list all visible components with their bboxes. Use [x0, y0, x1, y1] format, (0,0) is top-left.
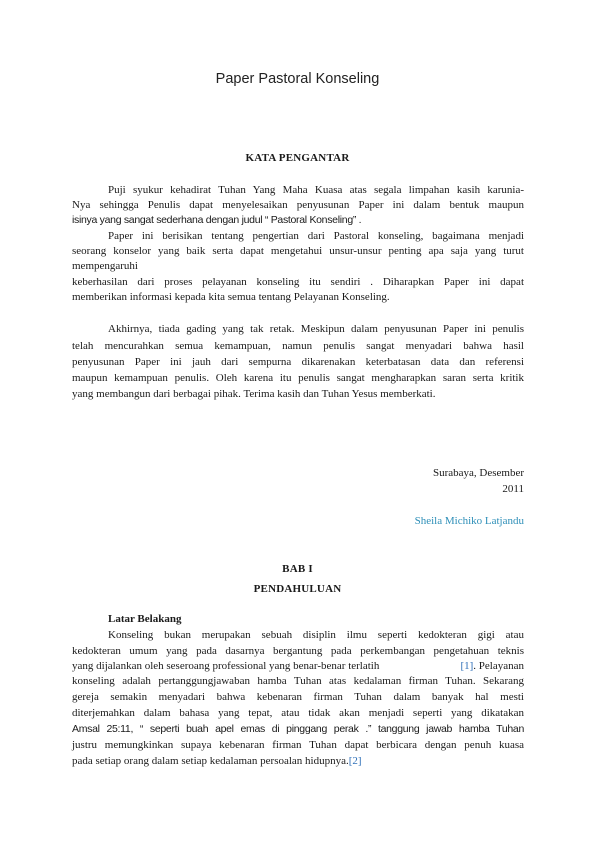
paragraph-line: Nya sehingga Penulis dapat menyelesaikan penyusunan Paper ini dalam bentuk maupun: [72, 199, 524, 211]
paragraph-line: mempengaruhi: [72, 260, 138, 272]
chapter-title: PENDAHULUAN: [253, 583, 342, 595]
paragraph-line: kedokteran umum yang pada dasarnya bergantung pada perkembangan pengetahuan teknis: [72, 645, 524, 657]
paragraph-line: [72, 659, 524, 674]
paragraph-line: keberhasilan dari proses pelayanan konseling itu sendiri . Diharapkan Paper ini dapat: [72, 276, 524, 288]
paragraph-line: seorang konselor yang baik serta dapat mengetahui unsur-unsur penting apa saja yang turut: [72, 245, 524, 257]
paragraph-line: Konseling bukan merupakan sebuah disiplin ilmu seperti kedokteran gigi atau: [108, 629, 524, 641]
chapter-number: BAB I: [282, 563, 313, 575]
paragraph-line: maupun kemampuan penulis. Oleh karena itu penulis sangat mengharapkan saran serta kritik: [72, 372, 524, 384]
paragraph-line: memberikan informasi kepada kita semua tentang Pelayanan Konseling.: [72, 291, 390, 303]
paragraph-line: [72, 754, 524, 769]
paragraph-line: Amsal 25:11, “ seperti buah apel emas di pinggang perak .” tanggung jawab hamba Tuhan: [72, 723, 524, 735]
paragraph-line: telah mencurahkan semua kemampuan, namun penulis sangat menyadari bahwa hasil: [72, 340, 524, 352]
line-text: yang dijalankan oleh seseroang professional yang benar-benar terlatih: [72, 660, 380, 672]
paragraph-line: penyusunan Paper ini jauh dari sempurna dikarenakan keterbatasan data dan referensi: [72, 356, 524, 368]
paragraph-line: diterjemahkan dalam bahasa yang tepat, atau tidak akan menjadi seperti yang dikatakan: [72, 707, 524, 719]
paragraph-line: gereja semakin menyadari bahwa kebenaran firman Tuhan dalam banyak hal mesti: [72, 691, 524, 703]
paragraph-line: justru memungkinkan supaya kebenaran firman Tuhan dapat berbicara dengan penuh kuasa: [72, 739, 524, 751]
paragraph-line: Akhirnya, tiada gading yang tak retak. Meskipun dalam penyusunan Paper ini penulis: [108, 323, 524, 335]
year: 2011: [502, 483, 524, 495]
document-title: Paper Pastoral Konseling: [215, 71, 380, 87]
paragraph-line: Paper ini berisikan tentang pengertian dari Pastoral konseling, bagaimana menjadi: [108, 230, 524, 242]
place-date: Surabaya, Desember: [432, 467, 524, 479]
subheading-latar-belakang: Latar Belakang: [108, 613, 182, 625]
line-text-tail: . Pelayanan: [473, 660, 524, 672]
paragraph-line: Puji syukur kehadirat Tuhan Yang Maha Kuasa atas segala limpahan kasih karunia-: [108, 184, 524, 196]
section-heading-kata-pengantar: KATA PENGANTAR: [245, 152, 350, 164]
paragraph-line: konseling adalah pertanggungjawaban hamba Tuhan atas kedalaman firman Tuhan. Sekarang: [72, 675, 524, 687]
paragraph-line: yang membangun dari berbagai pihak. Terima kasih dan Tuhan Yesus memberkati.: [72, 388, 436, 400]
footnote-ref-2[interactable]: [2]: [348, 755, 362, 767]
paragraph-line: isinya yang sangat sederhana dengan judul “ Pastoral Konseling” .: [72, 214, 362, 226]
footnote-ref-1[interactable]: [1]: [460, 660, 474, 672]
line-text: pada setiap orang dalam setiap kedalaman persoalan hidupnya.: [72, 755, 349, 767]
author-name: Sheila Michiko Latjandu: [414, 515, 524, 527]
